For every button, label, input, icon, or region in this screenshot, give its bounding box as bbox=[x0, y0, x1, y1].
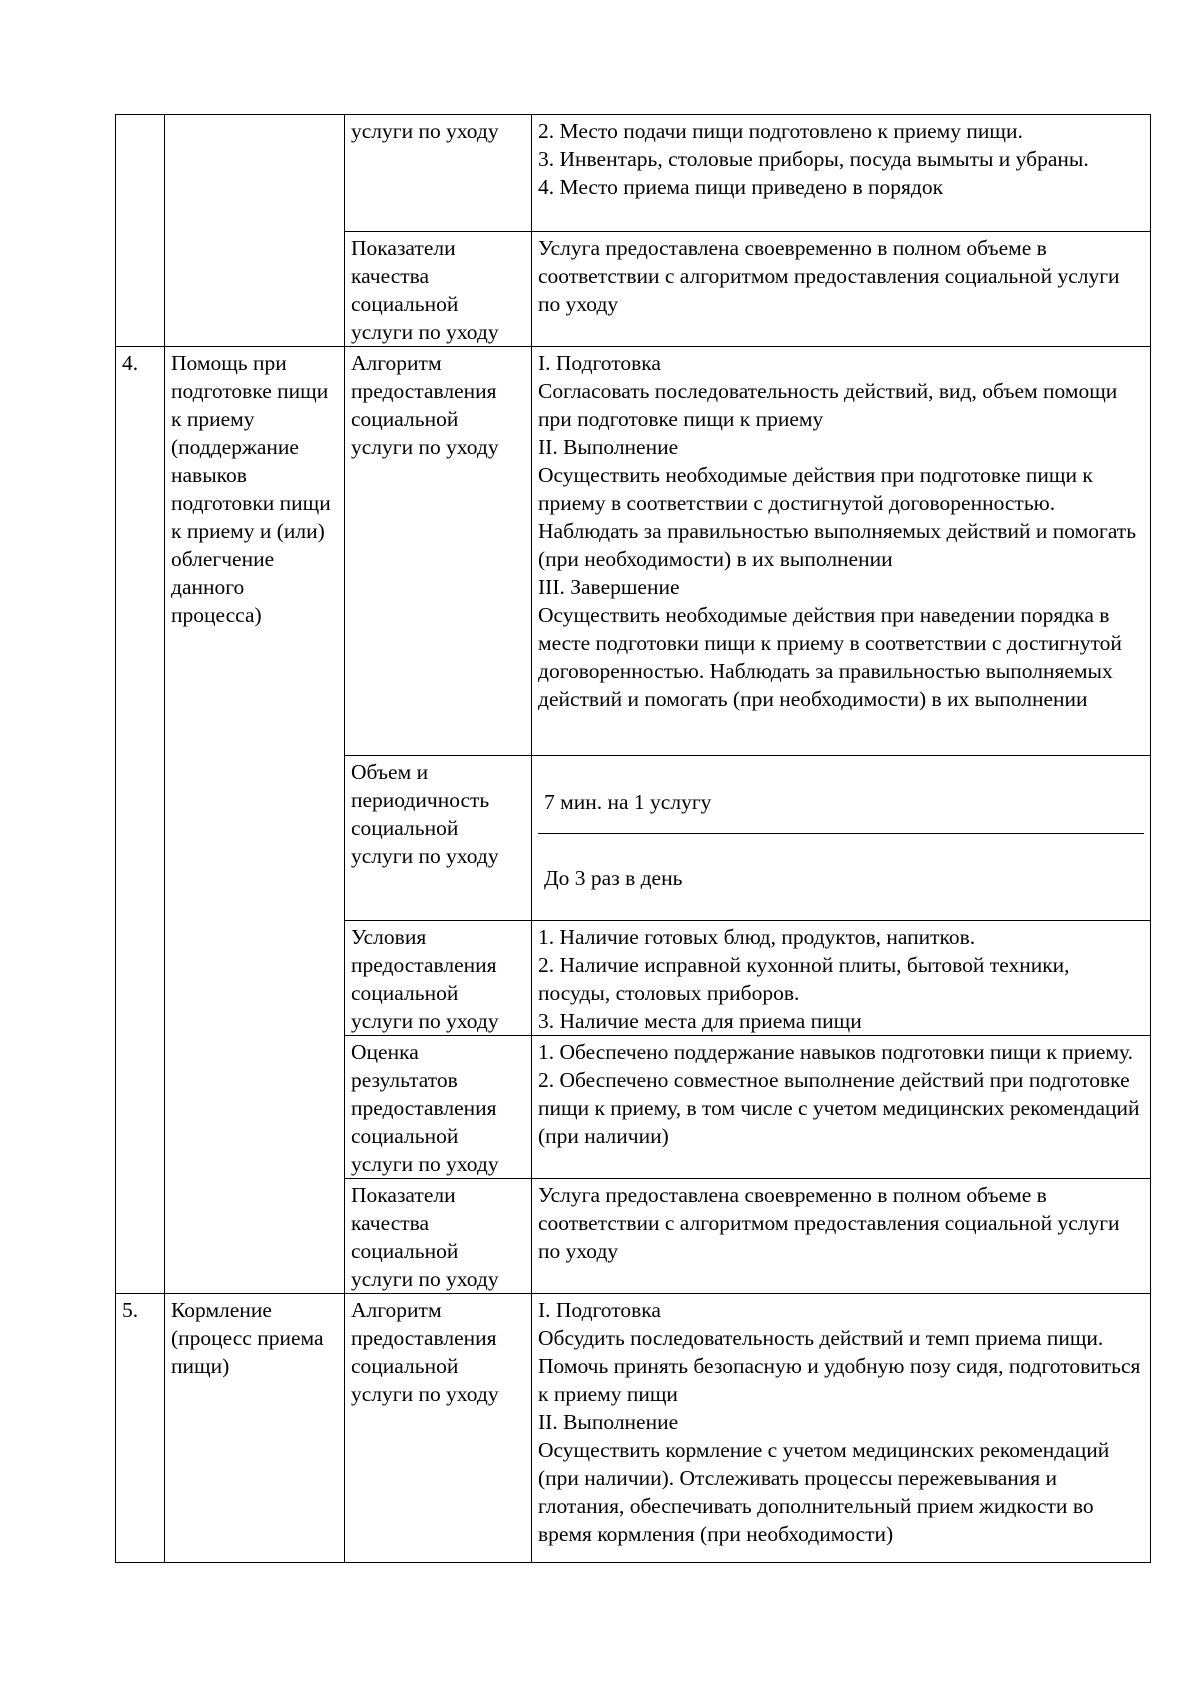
document-page bbox=[115, 114, 1150, 1563]
description-cell: 2. Место подачи пищи подготовлено к приему пищи. 3. Инвентарь, столовые приборы, посуда вымыты и убраны. 4. Место приема пищи приведено в порядок bbox=[532, 115, 1151, 232]
frequency-value: До 3 раз в день bbox=[544, 866, 683, 890]
description-cell: 1. Наличие готовых блюд, продуктов, напитков. 2. Наличие исправной кухонной плиты, бытовой техники, посуды, столовых приборов. 3. Наличие места для приема пищи bbox=[532, 921, 1151, 1036]
services-table bbox=[115, 114, 1151, 1563]
table-row bbox=[116, 115, 1151, 232]
parameter-cell: Условия предоставления социальной услуги по уходу bbox=[345, 921, 532, 1036]
parameter-cell: Алгоритм предоставления социальной услуги по уходу bbox=[345, 1294, 532, 1563]
description-cell: I. Подготовка Обсудить последовательность действий и темп приема пищи. Помочь принять безопасную и удобную позу сидя, подготовиться к приему пищи II. Выполнение Осуществить кормление с учетом медицинских рекомендаций (при наличии). Отслеживать процессы пережевывания и глотания, обеспечивать дополнительный прием жидкости во время кормления (при необходимости) bbox=[532, 1294, 1151, 1563]
parameter-cell: Показатели качества социальной услуги по уходу bbox=[345, 232, 532, 347]
description-cell: Услуга предоставлена своевременно в полном объеме в соответствии с алгоритмом предоставления социальной услуги по уходу bbox=[532, 1179, 1151, 1294]
table-row bbox=[116, 1294, 1151, 1563]
description-cell: Услуга предоставлена своевременно в полном объеме в соответствии с алгоритмом предоставления социальной услуги по уходу bbox=[532, 232, 1151, 347]
description-cell: 1. Обеспечено поддержание навыков подготовки пищи к приему. 2. Обеспечено совместное выполнение действий при подготовке пищи к приему, в том числе с учетом медицинских рекомендаций (при наличии) bbox=[532, 1036, 1151, 1179]
row-number-cell bbox=[116, 115, 165, 347]
parameter-cell: Оценка результатов предоставления социальной услуги по уходу bbox=[345, 1036, 532, 1179]
row-number-cell: 5. bbox=[116, 1294, 165, 1563]
table-row bbox=[116, 347, 1151, 756]
parameter-cell: Показатели качества социальной услуги по уходу bbox=[345, 1179, 532, 1294]
parameter-cell: Объем и периодичность социальной услуги по уходу bbox=[345, 756, 532, 921]
service-name-cell bbox=[165, 115, 345, 347]
parameter-cell: Алгоритм предоставления социальной услуги по уходу bbox=[345, 347, 532, 756]
row-number-cell: 4. bbox=[116, 347, 165, 1294]
parameter-cell: услуги по уходу bbox=[345, 115, 532, 232]
volume-value: 7 мин. на 1 услугу bbox=[538, 786, 1144, 834]
service-name-cell: Помощь при подготовке пищи к приему (поддержание навыков подготовки пищи к приему и (или) облегчение данного процесса) bbox=[165, 347, 345, 1294]
service-name-cell: Кормление (процесс приема пищи) bbox=[165, 1294, 345, 1563]
description-cell bbox=[532, 756, 1151, 921]
description-cell: I. Подготовка Согласовать последовательность действий, вид, объем помощи при подготовке пищи к приему II. Выполнение Осуществить необходимые действия при подготовке пищи к приему в соответствии с достигнутой договоренностью. Наблюдать за правильностью выполняемых действий и помогать (при необходимости) в их выполнении III. Завершение Осуществить необходимые действия при наведении порядка в месте подготовки пищи к приему в соответствии с достигнутой договоренностью. Наблюдать за правильностью выполняемых действий и помогать (при необходимости) в их выполнении bbox=[532, 347, 1151, 756]
